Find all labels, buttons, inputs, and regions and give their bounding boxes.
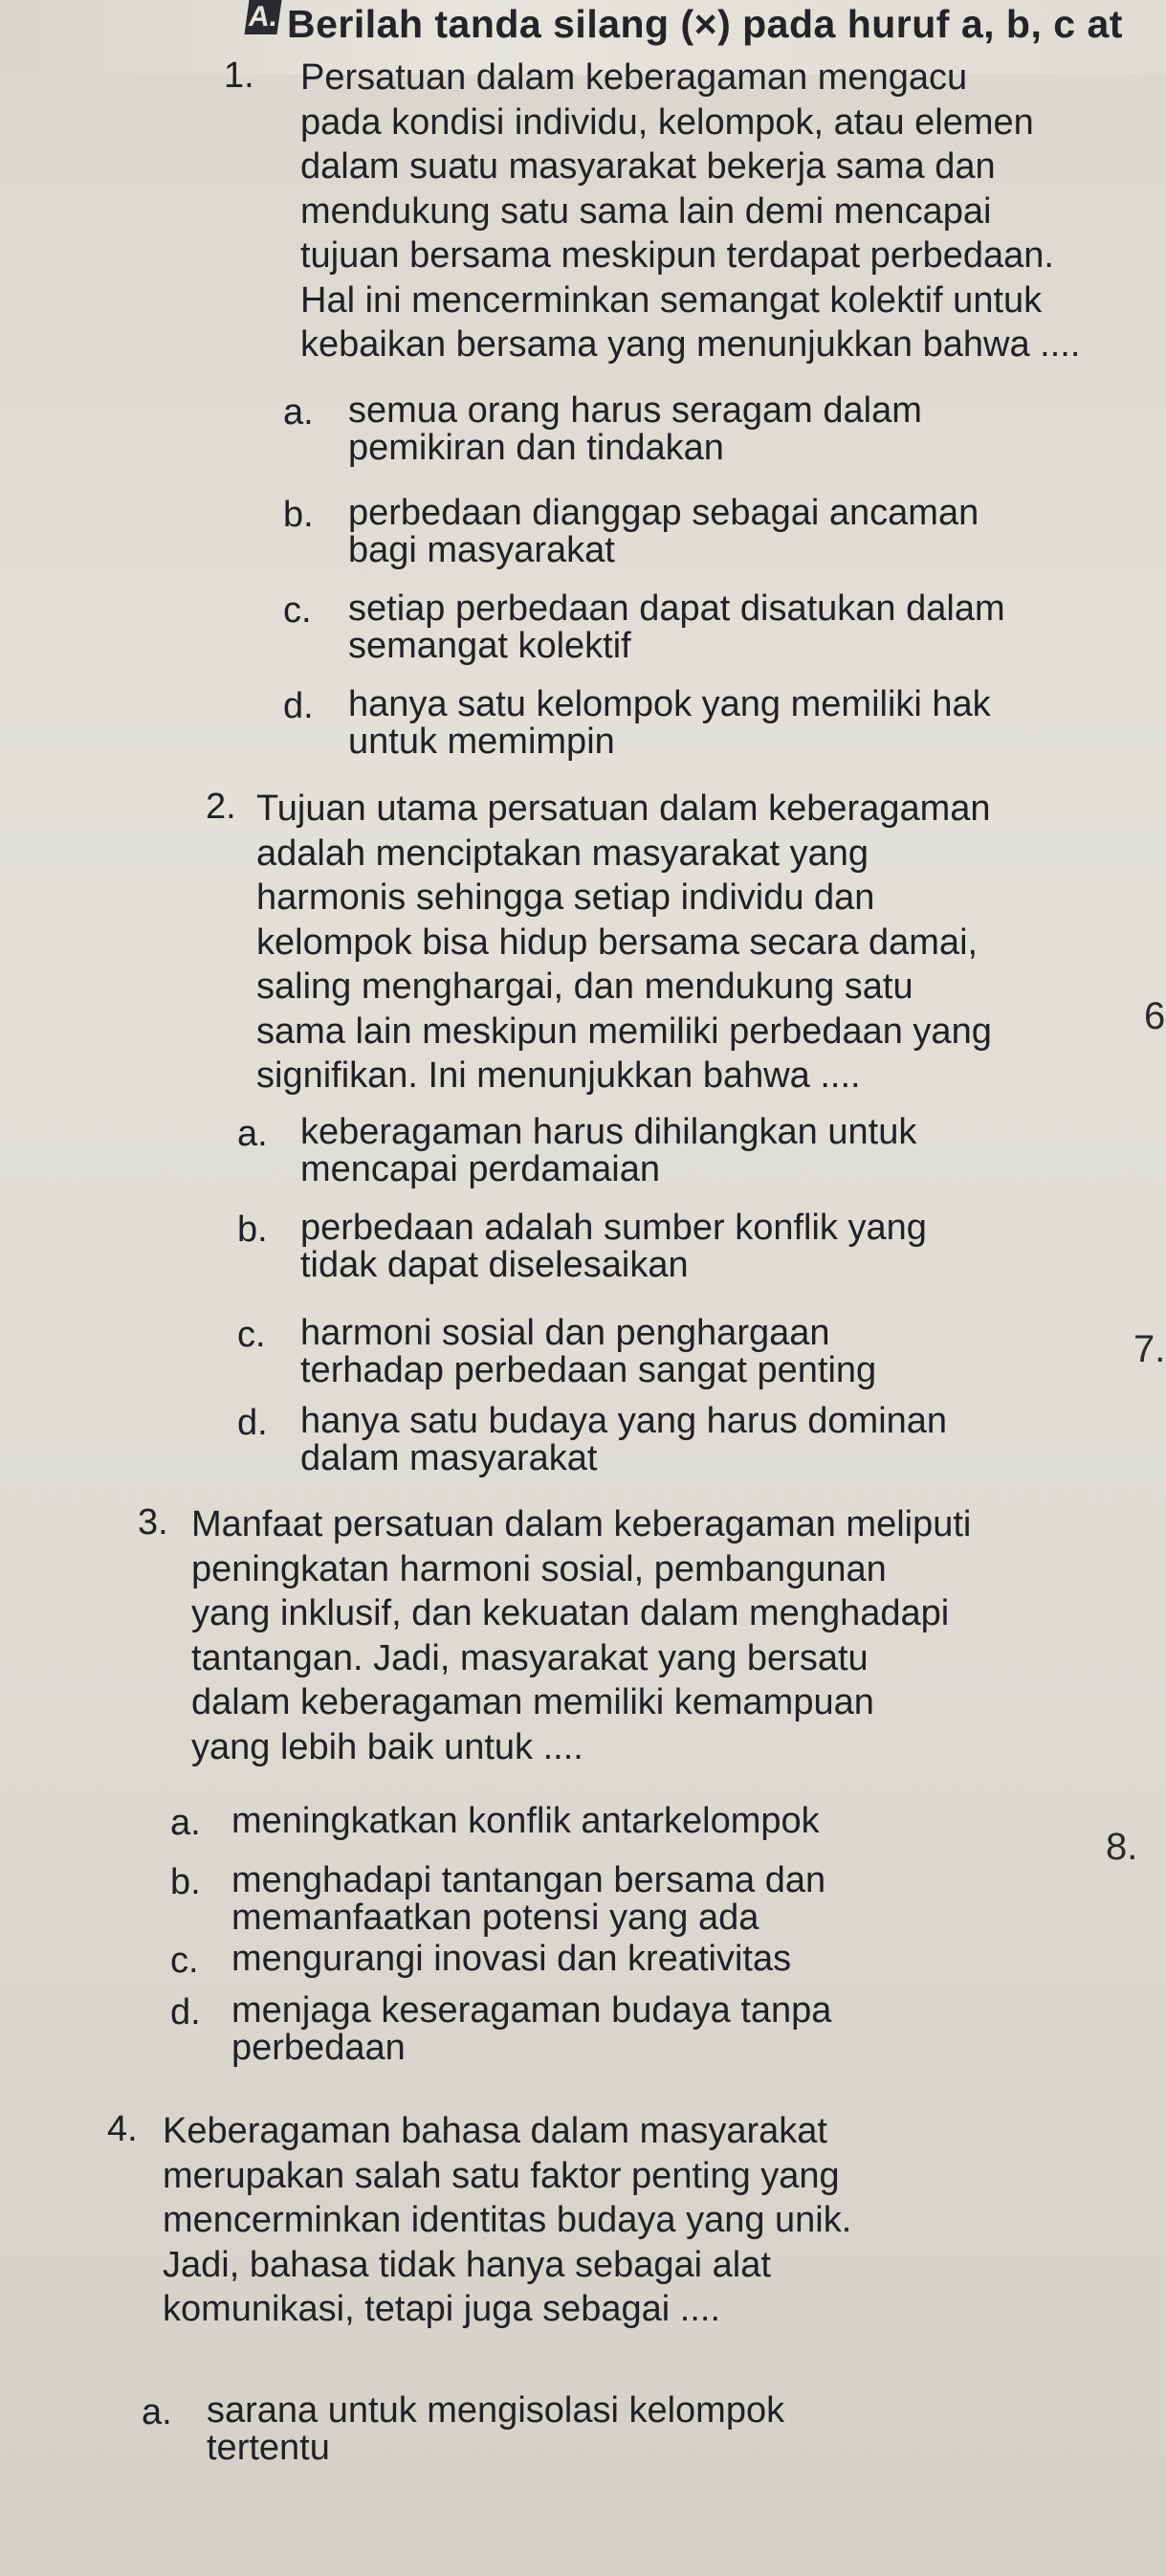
question-2-line: kelompok bisa hidup bersama secara damai,	[256, 922, 979, 963]
option-line: dalam masyarakat	[300, 1437, 598, 1478]
question-1-text	[300, 56, 1113, 367]
question-4-text	[163, 2109, 1071, 2332]
question-3-text	[191, 1502, 1081, 1769]
question-3-option-c[interactable]	[231, 1941, 1073, 1978]
option-line: setiap perbedaan dapat disatukan dalam	[348, 588, 1005, 629]
question-1-option-d-letter[interactable]: d.	[283, 686, 314, 726]
question-1-option-c[interactable]	[348, 590, 1113, 664]
question-4-line: Keberagaman bahasa dalam masyarakat	[163, 2111, 827, 2151]
question-2-line: Tujuan utama persatuan dalam keberagaman	[256, 788, 991, 829]
option-line: meningkatkan konflik antarkelompok	[231, 1801, 820, 1841]
question-1-line: Hal ini mencerminkan semangat kolektif untuk	[300, 279, 1043, 321]
question-3-option-b-letter[interactable]: b.	[170, 1862, 201, 1902]
margin-question-number: 6	[1144, 995, 1166, 1037]
question-3-option-a-letter[interactable]: a.	[170, 1803, 201, 1843]
option-line: bagi masyarakat	[348, 529, 615, 570]
instruction-text: Berilah tanda silang (×) pada huruf a, b, c at	[287, 2, 1123, 46]
section-label: A.	[244, 0, 281, 34]
question-1-option-d[interactable]	[348, 686, 1113, 760]
question-1-line: dalam suatu masyarakat bekerja sama dan	[300, 146, 996, 187]
option-line: harmoni sosial dan penghargaan	[300, 1313, 830, 1353]
option-line: menghadapi tantangan bersama dan	[231, 1860, 826, 1900]
question-3-option-b[interactable]	[231, 1862, 1073, 1936]
option-line: untuk memimpin	[348, 721, 615, 762]
question-3-line: tantangan. Jadi, masyarakat yang bersatu	[191, 1637, 869, 1678]
question-2-text	[256, 787, 1098, 1099]
option-line: keberagaman harus dihilangkan untuk	[300, 1112, 917, 1152]
question-3-line: dalam keberagaman memiliki kemampuan	[191, 1682, 874, 1722]
question-4-line: Jadi, bahasa tidak hanya sebagai alat	[163, 2244, 771, 2285]
question-2-option-d-letter[interactable]: d.	[237, 1403, 268, 1443]
option-line: hanya satu kelompok yang memiliki hak	[348, 684, 991, 724]
question-2-option-c-letter[interactable]: c.	[237, 1315, 266, 1355]
option-line: pemikiran dan tindakan	[348, 427, 724, 468]
option-line: semua orang harus seragam dalam	[348, 390, 922, 431]
question-4-line: mencerminkan identitas budaya yang unik.	[163, 2200, 852, 2240]
option-line: perbedaan dianggap sebagai ancaman	[348, 493, 979, 533]
option-line: mengurangi inovasi dan kreativitas	[231, 1939, 792, 1979]
question-2-option-a[interactable]	[300, 1114, 1094, 1188]
question-1-option-b-letter[interactable]: b.	[283, 495, 314, 535]
question-3-line: Manfaat persatuan dalam keberagaman meliputi	[191, 1504, 972, 1544]
question-4-line: merupakan salah satu faktor penting yang	[163, 2155, 840, 2196]
question-2-option-a-letter[interactable]: a.	[237, 1114, 268, 1154]
question-3-line: peningkatan harmoni sosial, pembangunan	[191, 1548, 887, 1589]
question-4-option-a-letter[interactable]: a.	[142, 2392, 172, 2432]
question-1-line: kebaikan bersama yang menunjukkan bahwa ....	[300, 324, 1081, 365]
option-line: tertentu	[207, 2427, 330, 2468]
option-line: semangat kolektif	[348, 625, 631, 666]
question-2-option-b[interactable]	[300, 1210, 1094, 1283]
question-4-option-a[interactable]	[207, 2392, 1058, 2466]
question-3-option-c-letter[interactable]: c.	[170, 1941, 199, 1981]
question-4-number: 4.	[107, 2109, 138, 2149]
question-1-option-b[interactable]	[348, 495, 1113, 568]
question-2-option-d[interactable]	[300, 1403, 1094, 1477]
margin-question-number: 7.	[1133, 1328, 1166, 1370]
option-line: sarana untuk mengisolasi kelompok	[207, 2390, 785, 2431]
question-1-line: tujuan bersama meskipun terdapat perbedaan.	[300, 235, 1054, 276]
question-2-option-b-letter[interactable]: b.	[237, 1210, 268, 1250]
question-3-option-d-letter[interactable]: d.	[170, 1992, 201, 2032]
option-line: terhadap perbedaan sangat penting	[300, 1349, 877, 1390]
question-3-line: yang inklusif, dan kekuatan dalam menghadapi	[191, 1593, 950, 1633]
option-line: mencapai perdamaian	[300, 1148, 661, 1189]
question-3-option-d[interactable]	[231, 1992, 1073, 2066]
question-1-number: 1.	[224, 56, 254, 96]
question-2-line: harmonis sehingga setiap individu dan	[256, 877, 875, 918]
question-1-line: pada kondisi individu, kelompok, atau elemen	[300, 101, 1034, 143]
question-2-line: signifikan. Ini menunjukkan bahwa ....	[256, 1055, 861, 1096]
question-3-option-a[interactable]	[231, 1803, 1073, 1840]
question-2-number: 2.	[206, 787, 236, 827]
option-line: memanfaatkan potensi yang ada	[231, 1897, 759, 1938]
question-1-option-a-letter[interactable]: a.	[283, 392, 314, 433]
question-1-line: Persatuan dalam keberagaman mengacu	[300, 57, 968, 98]
question-2-line: sama lain meskipun memiliki perbedaan yang	[256, 1010, 992, 1052]
question-3-line: yang lebih baik untuk ....	[191, 1726, 583, 1767]
question-1-line: mendukung satu sama lain demi mencapai	[300, 190, 992, 232]
question-2-line: adalah menciptakan masyarakat yang	[256, 833, 869, 874]
question-1-option-a[interactable]	[348, 392, 1113, 466]
question-4-line: komunikasi, tetapi juga sebagai ....	[163, 2289, 721, 2329]
question-1-option-c-letter[interactable]: c.	[283, 590, 312, 631]
option-line: perbedaan adalah sumber konflik yang	[300, 1208, 927, 1248]
option-line: menjaga keseragaman budaya tanpa	[231, 1990, 832, 2031]
margin-question-number: 8.	[1106, 1826, 1138, 1868]
question-3-number: 3.	[138, 1502, 168, 1543]
option-line: perbedaan	[231, 2027, 406, 2068]
question-2-option-c[interactable]	[300, 1315, 1094, 1388]
option-line: tidak dapat diselesaikan	[300, 1244, 689, 1285]
question-2-line: saling menghargai, dan mendukung satu	[256, 966, 913, 1007]
option-line: hanya satu budaya yang harus dominan	[300, 1401, 948, 1441]
